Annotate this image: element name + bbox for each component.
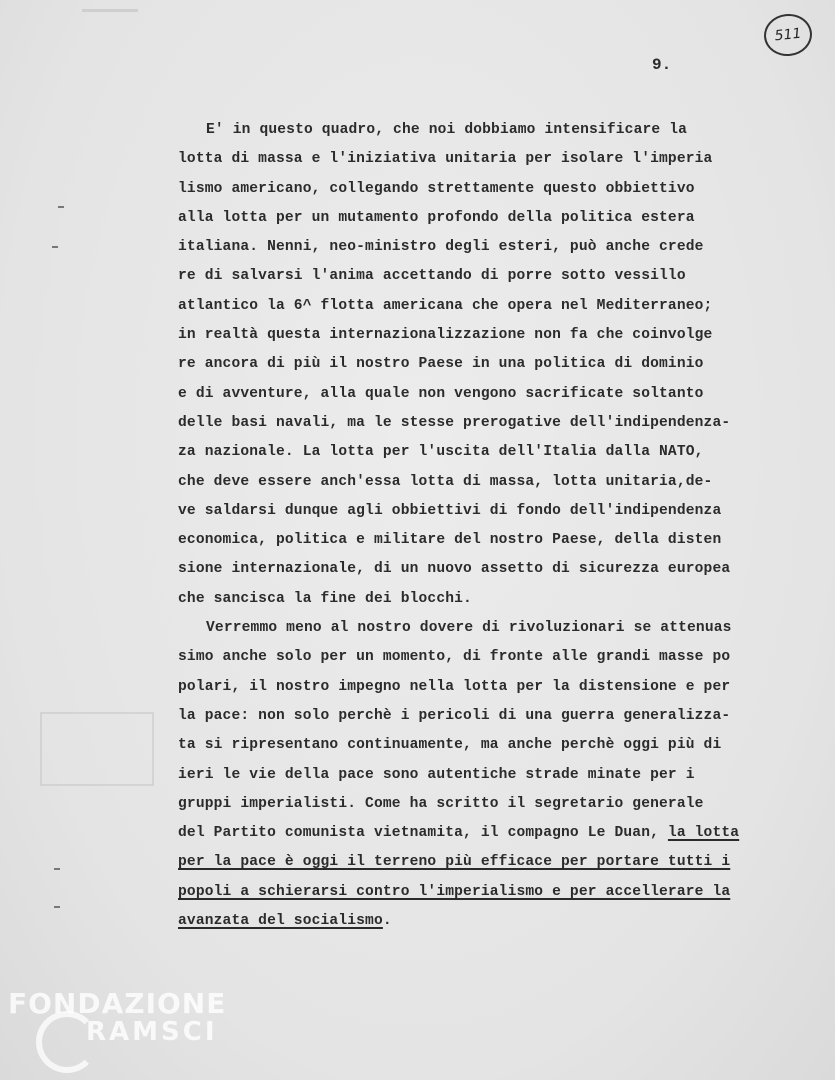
- text-segment: lotta di massa e l'iniziativa unitaria per isolare l'imperia: [178, 151, 713, 168]
- text-line: [178, 145, 788, 174]
- text-segment: ieri le vie della pace sono autentiche strade minate per i: [178, 766, 695, 783]
- text-line: [178, 380, 788, 409]
- text-line: [178, 438, 788, 467]
- text-line: [178, 116, 788, 145]
- text-segment: alla lotta per un mutamento profondo della politica estera: [178, 209, 695, 226]
- text-line: [178, 526, 788, 555]
- bleed-through-mark: [40, 712, 154, 786]
- text-segment: za nazionale. La lotta per l'uscita dell'Italia dalla NATO,: [178, 444, 704, 461]
- text-line: [178, 555, 788, 584]
- text-segment: re di salvarsi l'anima accettando di porre sotto vessillo: [178, 268, 686, 285]
- text-line: [178, 702, 788, 731]
- text-line: [178, 848, 788, 877]
- text-segment: e di avventure, alla quale non vengono sacrificate soltanto: [178, 385, 704, 402]
- text-segment: .: [382, 913, 392, 930]
- text-line: [178, 761, 788, 790]
- text-line: [178, 731, 788, 760]
- text-line: [178, 585, 788, 614]
- page-number: 9.: [652, 56, 672, 74]
- text-segment: Verremmo meno al nostro dovere di rivoluzionari se attenuas: [206, 620, 732, 637]
- text-segment: che sancisca la fine dei blocchi.: [178, 590, 472, 607]
- text-segment: delle basi navali, ma le stesse prerogative dell'indipendenza-: [178, 414, 731, 431]
- text-segment: atlantico la 6^ flotta americana che opera nel Mediterraneo;: [178, 297, 713, 314]
- text-line: [178, 790, 788, 819]
- text-segment: italiana. Nenni, neo-ministro degli esteri, può anche crede: [178, 239, 704, 256]
- underlined-text: la lotta: [667, 825, 740, 842]
- text-line: [178, 614, 788, 643]
- scan-smudge: [82, 9, 138, 12]
- archive-stamp: 511: [762, 12, 814, 59]
- text-line: [178, 907, 788, 936]
- text-segment: polari, il nostro impegno nella lotta per la distensione e per: [178, 678, 731, 695]
- text-line: [178, 468, 788, 497]
- margin-mark: [58, 206, 64, 208]
- text-line: [178, 204, 788, 233]
- margin-mark: [54, 906, 60, 908]
- text-segment: economica, politica e militare del nostro Paese, della disten: [178, 532, 722, 549]
- text-line: [178, 409, 788, 438]
- text-line: [178, 350, 788, 379]
- text-line: [178, 262, 788, 291]
- fondazione-gramsci-watermark: [8, 985, 238, 1080]
- text-line: [178, 292, 788, 321]
- text-segment: simo anche solo per un momento, di fronte alle grandi masse po: [178, 649, 731, 666]
- text-line: [178, 643, 788, 672]
- text-line: [178, 321, 788, 350]
- text-segment: del Partito comunista vietnamita, il compagno Le Duan,: [178, 825, 668, 842]
- typed-letter-body: [178, 116, 788, 936]
- text-segment: ta si ripresentano continuamente, ma anche perchè oggi più di: [178, 737, 722, 754]
- text-line: [178, 175, 788, 204]
- text-segment: che deve essere anch'essa lotta di massa, lotta unitaria,de-: [178, 473, 713, 490]
- text-segment: ve saldarsi dunque agli obbiettivi di fondo dell'indipendenza: [178, 502, 722, 519]
- margin-mark: [52, 246, 58, 248]
- text-segment: gruppi imperialisti. Come ha scritto il segretario generale: [178, 795, 704, 812]
- text-line: [178, 497, 788, 526]
- text-line: [178, 673, 788, 702]
- text-line: [178, 233, 788, 262]
- text-segment: lismo americano, collegando strettamente questo obbiettivo: [178, 180, 695, 197]
- margin-mark: [54, 868, 60, 870]
- underlined-text: popoli a schierarsi contro l'imperialismo e per accellerare la: [178, 883, 731, 900]
- text-segment: E' in questo quadro, che noi dobbiamo intensificare la: [206, 122, 688, 138]
- underlined-text: per la pace è oggi il terreno più efficace per portare tutti i: [178, 854, 731, 871]
- watermark-line2: RAMSCI: [86, 1017, 218, 1047]
- underlined-text: avanzata del socialismo: [178, 913, 383, 930]
- text-segment: sione internazionale, di un nuovo assetto di sicurezza europea: [178, 561, 731, 578]
- text-segment: re ancora di più il nostro Paese in una politica di dominio: [178, 356, 704, 373]
- watermark-line1: FONDAZIONE: [8, 987, 227, 1020]
- text-segment: in realtà questa internazionalizzazione non fa che coinvolge: [178, 327, 713, 344]
- text-line: [178, 878, 788, 907]
- text-line: [178, 819, 788, 848]
- text-segment: la pace: non solo perchè i pericoli di una guerra generalizza-: [178, 707, 731, 724]
